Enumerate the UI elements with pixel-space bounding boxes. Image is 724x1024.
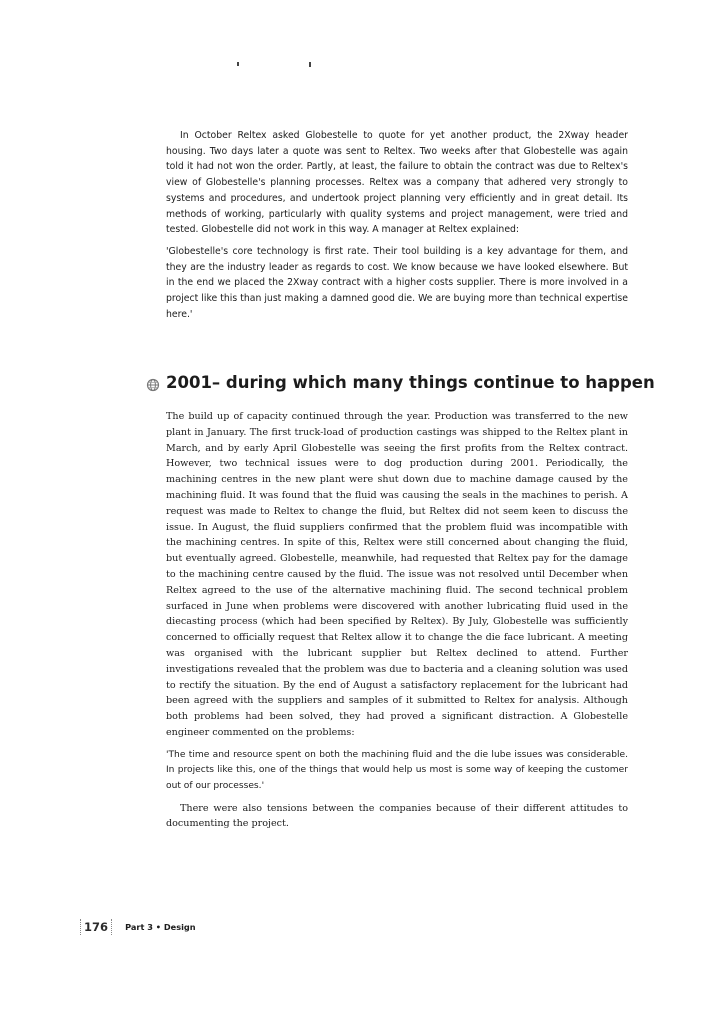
body-paragraph: The build up of capacity continued through the year. Production was transferred to the new plant in January. The first truck-load of production castings was shipped to the Reltex plant in March, and by early April Globestelle was seeing the first profits from the Reltex contract. However, two technical issues were to dog production during 2001. Periodically, the machining centres in the new plant were shut down due to machine damage caused by the machining fluid. It was found that the fluid was causing the seals in the machines to perish. A request was made to Reltex to change the fluid, but Reltex did not seem keen to discuss the issue. In August, the fluid suppliers confirmed that the problem fluid was incompatible with the machining centres. In spite of this, Reltex were still concerned about changing the fluid, but eventually agreed. Globestelle, meanwhile, had requested that Reltex pay for the damage to the machining centre caused by the fluid. The issue was not resolved until December when Reltex agreed to the use of the alternative machining fluid. The second technical problem surfaced in June when problems were discovered with another lubricating fluid used in the diecasting process (which had been specified by Reltex). By July, Globestelle was sufficiently concerned to officially request that Reltex allow it to change the die face lubricant. A meeting was organised with the lubricant supplier but Reltex declined to attend. Further investigations revealed that the problem was due to bacteria and a cleaning solution was used to rectify the situation. By the end of August a satisfactory replacement for the lubricant had been agreed with the suppliers and samples of it submitted to Reltex for analysis. Although both problems had been solved, they had proved a significant distraction. A Globestelle engineer commented on the problems: — [166, 411, 628, 738]
scan-mark — [237, 62, 239, 66]
closing-paragraph: There were also tensions between the companies because of their different attitudes to documenting the project. — [166, 802, 628, 830]
part-label: Part 3 • Design — [125, 922, 196, 932]
page-footer — [80, 916, 196, 938]
scan-mark — [309, 62, 311, 67]
section-body — [166, 409, 628, 832]
intro-paragraph: In October Reltex asked Globestelle to quote for yet another product, the 2Xway header housing. Two days later a quote was sent to Reltex. Two weeks after that Globestelle was again told it had not won the order. Partly, at least, the failure to obtain the contract was due to Reltex's view of Globestelle's planning processes. Reltex was a company that adhered very strongly to systems and procedures, and undertook project planning very efficiently and in great detail. Its methods of working, particularly with quality systems and project management, were tried and tested. Globestelle did not work in this way. A manager at Reltex explained: — [166, 130, 628, 236]
manager-quote: 'Globestelle's core technology is first rate. Their tool building is a key advantage for them, and they are the industry leader as regards to cost. We know because we have looked elsewhere. But in the end we placed the 2Xway contract with a higher costs supplier. There is more involved in a project like this than just making a damned good die. We are buying more than technical expertise here.' — [166, 245, 628, 320]
globe-icon — [146, 376, 160, 390]
page-number: 176 — [80, 919, 112, 935]
section-heading — [166, 372, 655, 394]
text-column — [166, 128, 655, 830]
section-heading-text: 2001– during which many things continue to happen — [166, 373, 655, 392]
engineer-quote: 'The time and resource spent on both the machining fluid and the die lube issues was considerable. In projects like this, one of the things that would help us most is some way of keeping the customer out of our processes.' — [166, 749, 628, 791]
